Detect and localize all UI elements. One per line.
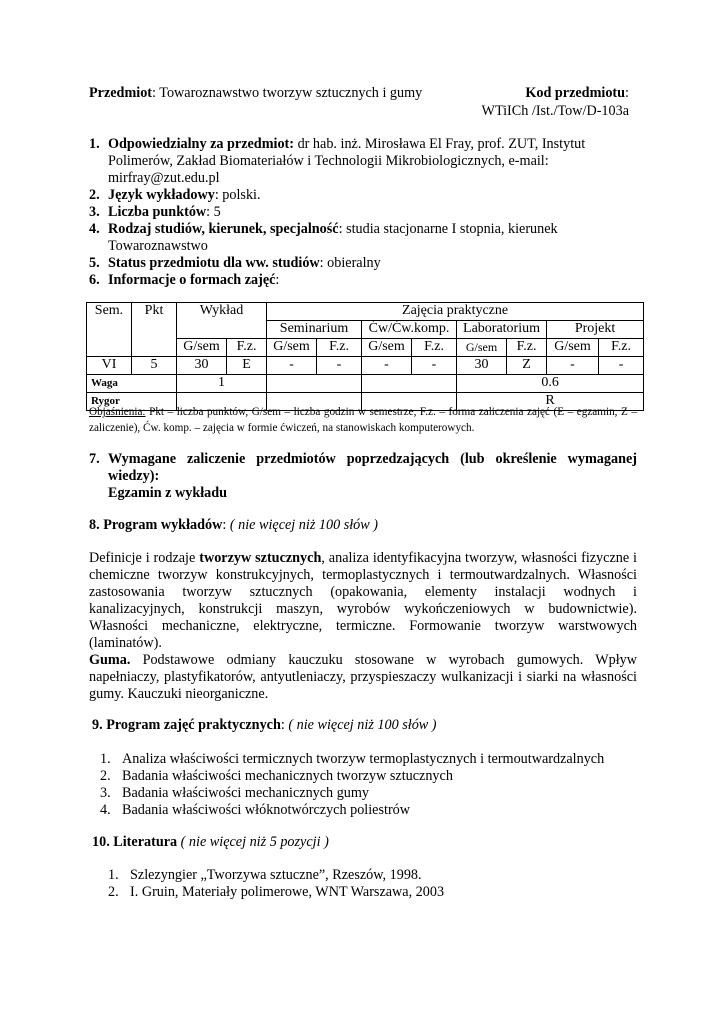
lecture-text: Podstawowe odmiany kauczuku stosowane w wyrobach gumowych. Wpływ napełniaczy, plastyfikatorów, antyutleniaczy, przyspieszaczy wulkanizacji i siarki na własności gumy. Kauczuki nieorganiczne. [89,652,637,702]
info-item [89,221,634,255]
section-title: Program zajęć praktycznych [106,717,281,733]
info-label: Rodzaj studiów, kierunek, specjalność [108,221,339,237]
section-7 [89,451,637,502]
list-item [108,884,638,901]
list-number: 3. [100,785,111,801]
waga-label: Waga [87,375,177,393]
col-cw: Ćw/Ćw.komp. [362,321,457,339]
col-pkt: Pkt [132,303,177,357]
table-cell: - [317,357,362,375]
list-item [108,867,638,884]
table-cell: - [267,357,317,375]
section-number: 10. [92,834,110,850]
subject-value: : Towaroznawstwo tworzyw sztucznych i gumy [152,85,423,101]
subject-line [89,85,422,102]
section-number: 7. [89,451,100,467]
practical-list [100,751,640,819]
info-item [89,204,634,221]
col-projekt: Projekt [547,321,644,339]
info-value: : [275,272,280,288]
list-item [100,768,640,785]
code-label: Kod przedmiotu [525,85,626,101]
info-label: Informacje o formach zajęć [108,272,276,288]
table-cell: - [362,357,412,375]
section-hint: ( nie więcej niż 100 słów ) [229,517,379,533]
code-value: WTiICh /Ist./Tow/D-103a [481,103,629,119]
info-number: 6. [89,272,100,288]
code-colon: : [625,85,629,101]
section-colon: : [280,717,285,733]
unit-fz: F.z. [317,339,362,357]
lecture-text: Definicje i rodzaje [89,550,200,566]
info-number: 1. [89,136,100,152]
rygor-zajecia: R [457,393,644,411]
unit-gsem: G/sem [362,339,412,357]
unit-gsem: G/sem [267,339,317,357]
info-value: : 5 [206,204,221,220]
literature-list [108,867,638,901]
code-line [525,85,629,102]
section-colon: : [222,517,227,533]
unit-fz: F.z. [227,339,267,357]
table-cell: - [599,357,644,375]
table-cell: 30 [177,357,227,375]
section-7-heading [89,451,637,502]
unit-gsem: G/sem [547,339,599,357]
section-10-heading [92,834,640,851]
info-number: 4. [89,221,100,237]
waga-zajecia: 0.6 [457,375,644,393]
table-cell: Z [507,357,547,375]
info-number: 3. [89,204,100,220]
section-title: Literatura [113,834,178,850]
list-item [100,802,640,819]
col-lab: Laboratorium [457,321,547,339]
info-number: 2. [89,187,100,203]
list-number: 1. [108,867,119,883]
unit-fz: F.z. [507,339,547,357]
info-item [89,136,634,187]
note-label: Objaśnienia: [89,406,146,418]
table-note [89,404,637,436]
section-hint: ( nie więcej niż 100 słów ) [288,717,437,733]
info-item [89,272,634,289]
list-item [100,785,640,802]
list-text: Szlezyngier „Tworzywa sztuczne”, Rzeszów, 1998. [130,867,422,883]
col-seminarium: Seminarium [267,321,362,339]
col-zajecia: Zajęcia praktyczne [267,303,644,321]
lecture-text: , analiza identyfikacyjna tworzyw, własności fizyczne i chemiczne tworzyw konstrukcyjnych, termoplastycznych i termoutwardzalnych. Własności zastosowania tworzyw sztucznych (opakowania, elementy instalacji wodnych i kanalizacyjnych, konstrukcji maszyn, wyrobów wykończeniowych w budownictwie). Własności mechaniczne, elektryczne, termiczne. Formowanie tworzyw warstwowych (laminatów). [89,550,637,651]
section-title: Program wykładów [103,517,223,533]
list-text: Badania właściwości mechanicznych gumy [122,785,370,801]
section-title: Wymagane zaliczenie przedmiotów poprzedzających (lub określenie wymaganej wiedzy): [108,451,637,484]
list-text: Badania właściwości włóknotwórczych poliestrów [122,802,411,818]
waga-empty [267,375,362,393]
list-number: 4. [100,802,111,818]
unit-gsem: G/sem [457,339,507,357]
list-text: Analiza właściwości termicznych tworzyw termoplastycznych i termoutwardzalnych [122,751,605,767]
course-forms-table [86,302,644,411]
section-8-body [89,550,637,703]
table-header-row [87,303,644,321]
table-cell: E [227,357,267,375]
info-value: dr hab. inż. Mirosława El Fray, prof. ZUT, Instytut Polimerów, Zakład Biomateriałów i Technologii Mikrobiologicznych, e-mail: mirfray@zut.edu.pl [108,136,586,186]
col-sem: Sem. [87,303,132,357]
section-hint: ( nie więcej niż 5 pozycji ) [180,834,329,850]
info-label: Język wykładowy [108,187,215,203]
list-number: 2. [108,884,119,900]
table-cell: 5 [132,357,177,375]
subject-label: Przedmiot [89,85,153,101]
note-text: Pkt – liczba punktów, G/sem – liczba godzin w semestrze, F.z. – forma zaliczenia zajęć (E – egzamin, Z – zaliczenie), Ćw. komp. – zajęcia w formie ćwiczeń, na stanowiskach komputerowych. [89,406,637,434]
list-text: Badania właściwości mechanicznych tworzyw sztucznych [122,768,453,784]
waga-row [87,375,644,393]
lecture-emphasis: tworzyw sztucznych [199,550,322,566]
info-list [89,136,634,289]
info-item [89,187,634,204]
table-cell: VI [87,357,132,375]
info-label: Status przedmiotu dla ww. studiów [108,255,320,271]
info-item [89,255,634,272]
info-label: Odpowiedzialny za przedmiot: [108,136,295,152]
table-row [87,357,644,375]
info-value: : obieralny [319,255,381,271]
section-value: Egzamin z wykładu [108,485,228,501]
col-wyklad: Wykład [177,303,267,339]
waga-wyklad: 1 [177,375,267,393]
info-number: 5. [89,255,100,271]
info-label: Liczba punktów [108,204,207,220]
table-cell: - [547,357,599,375]
section-number: 8. [89,517,100,533]
info-value: : polski. [214,187,261,203]
section-9-heading [92,717,640,734]
list-number: 2. [100,768,111,784]
section-8-heading [89,517,637,534]
list-text: I. Gruin, Materiały polimerowe, WNT Warszawa, 2003 [130,884,445,900]
info-value: : studia stacjonarne I stopnia, kierunek Towaroznawstwo [108,221,558,254]
unit-fz: F.z. [599,339,644,357]
lecture-emphasis: Guma. [89,652,131,668]
list-item [100,751,640,768]
section-number: 9. [92,717,103,733]
rygor-label: Rygor [87,393,177,411]
list-number: 1. [100,751,111,767]
unit-fz: F.z. [412,339,457,357]
table-cell: 30 [457,357,507,375]
waga-empty [362,375,457,393]
table-cell: - [412,357,457,375]
unit-gsem: G/sem [177,339,227,357]
